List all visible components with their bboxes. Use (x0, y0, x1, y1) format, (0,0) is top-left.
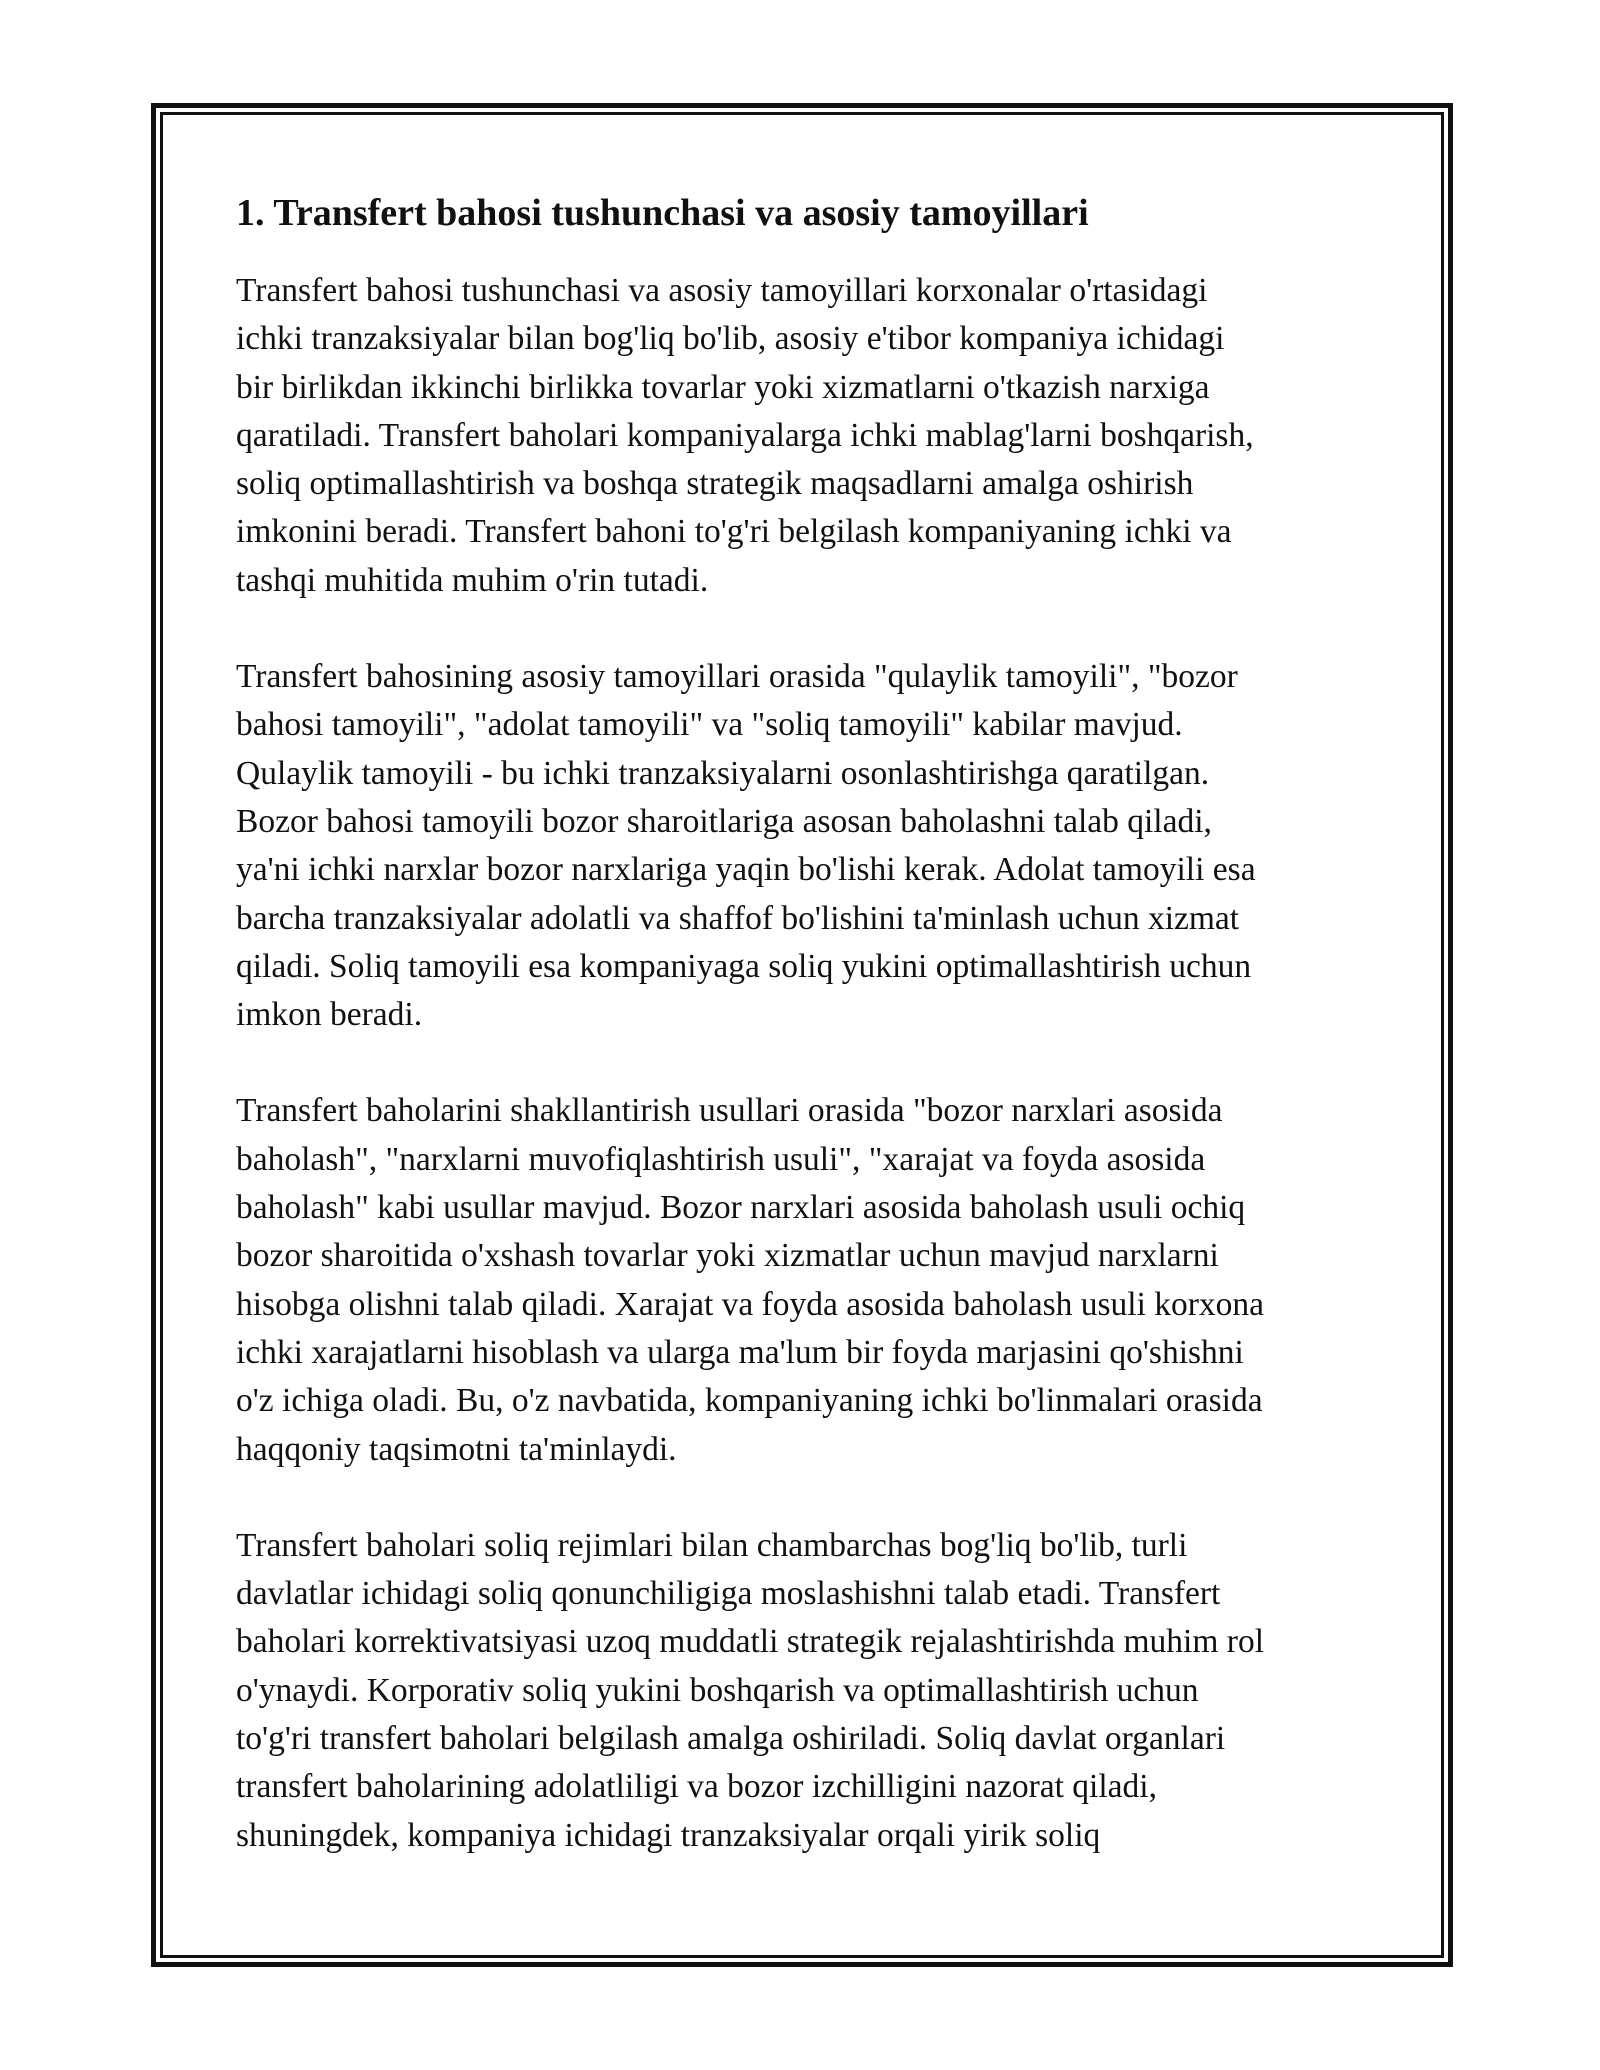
text-line: davlatlar ichidagi soliq qonunchiligiga moslashishni talab etadi. Transfert (236, 1575, 1221, 1613)
text-line: hisobga olishni talab qiladi. Xarajat va foyda asosida baholash usuli korxona (236, 1285, 1265, 1323)
text-line: o'z ichiga oladi. Bu, o'z navbatida, kompaniyaning ichki bo'linmalari orasida (236, 1382, 1263, 1420)
text-line: imkonini beradi. Transfert bahoni to'g'ri belgilash kompaniyaning ichki va (236, 513, 1232, 551)
text-line: bahosi tamoyili", "adolat tamoyili" va "soliq tamoyili" kabilar mavjud. (236, 706, 1183, 744)
text-line: shuningdek, kompaniya ichidagi tranzaksiyalar orqali yirik soliq (236, 1816, 1101, 1854)
section-heading: 1. Transfert bahosi tushunchasi va asosiy tamoyillari (236, 192, 1089, 234)
text-line: soliq optimallashtirish va boshqa strategik maqsadlarni amalga oshirish (236, 465, 1194, 503)
text-line: barcha tranzaksiyalar adolatli va shaffof bo'lishini ta'minlash uchun xizmat (236, 899, 1240, 937)
text-line: tashqi muhitida muhim o'rin tutadi. (236, 561, 709, 599)
text-line: baholari korrektivatsiyasi uzoq muddatli strategik rejalashtirishda muhim rol (236, 1623, 1265, 1661)
text-line: baholash", "narxlarni muvofiqlashtirish usuli", "xarajat va foyda asosida (236, 1140, 1206, 1178)
document-content (236, 185, 1371, 1908)
text-line: haqqoniy taqsimotni ta'minlaydi. (236, 1430, 677, 1468)
text-line: bir birlikdan ikkinchi birlikka tovarlar yoki xizmatlarni o'tkazish narxiga (236, 368, 1210, 406)
text-line: ichki tranzaksiyalar bilan bog'liq bo'lib, asosiy e'tibor kompaniya ichidagi (236, 320, 1225, 358)
text-line: ichki xarajatlarni hisoblash va ularga ma'lum bir foyda marjasini qo'shishni (236, 1333, 1244, 1371)
paragraph-2 (236, 653, 1371, 1039)
text-line: Transfert bahosining asosiy tamoyillari orasida "qulaylik tamoyili", "bozor (236, 658, 1238, 696)
text-line: o'ynaydi. Korporativ soliq yukini boshqarish va optimallashtirish uchun (236, 1671, 1199, 1709)
text-line: ya'ni ichki narxlar bozor narxlariga yaqin bo'lishi kerak. Adolat tamoyili esa (236, 851, 1256, 889)
paragraph-1 (236, 267, 1371, 605)
text-line: imkon beradi. (236, 996, 423, 1034)
text-line: Transfert baholarini shakllantirish usullari orasida "bozor narxlari asosida (236, 1092, 1223, 1130)
text-line: bozor sharoitida o'xshash tovarlar yoki xizmatlar uchun mavjud narxlarni (236, 1237, 1219, 1275)
text-line: baholash" kabi usullar mavjud. Bozor narxlari asosida baholash usuli ochiq (236, 1189, 1246, 1227)
text-line: Transfert baholari soliq rejimlari bilan chambarchas bog'liq bo'lib, turli (236, 1526, 1188, 1564)
text-line: Transfert bahosi tushunchasi va asosiy tamoyillari korxonalar o'rtasidagi (236, 272, 1208, 309)
text-line: Bozor bahosi tamoyili bozor sharoitlariga asosan baholashni talab qiladi, (236, 802, 1212, 840)
text-line: Qulaylik tamoyili - bu ichki tranzaksiyalarni osonlashtirishga qaratilgan. (236, 754, 1210, 792)
text-line: qiladi. Soliq tamoyili esa kompaniyaga soliq yukini optimallashtirish uchun (236, 947, 1252, 985)
text-line: to'g'ri transfert baholari belgilash amalga oshiriladi. Soliq davlat organlari (236, 1720, 1226, 1758)
text-line: qaratiladi. Transfert baholari kompaniyalarga ichki mablag'larni boshqarish, (236, 416, 1254, 454)
text-line: transfert baholarining adolatliligi va bozor izchilligini nazorat qiladi, (236, 1768, 1157, 1806)
paragraph-3 (236, 1087, 1371, 1473)
paragraph-4 (236, 1522, 1371, 1860)
